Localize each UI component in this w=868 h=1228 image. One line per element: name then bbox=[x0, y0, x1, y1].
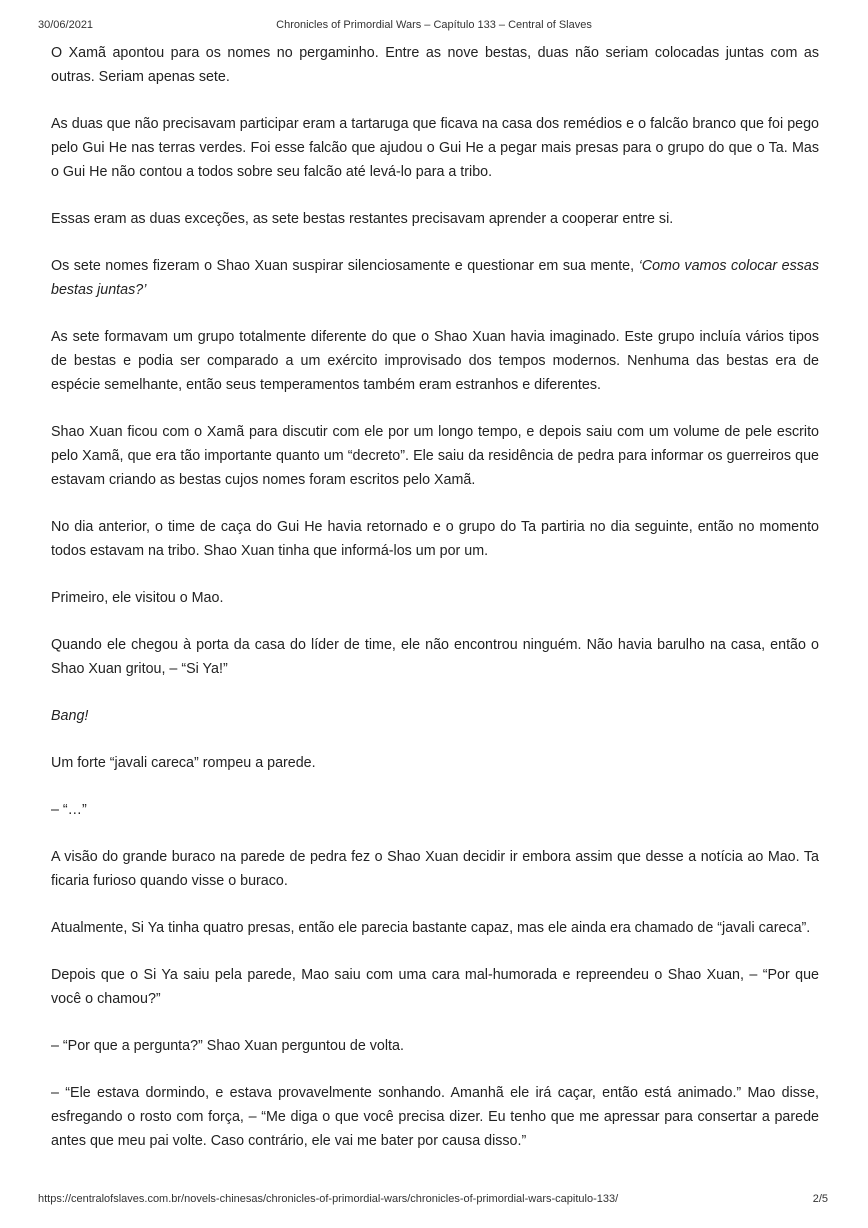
page-title: Chronicles of Primordial Wars – Capítulo 133 – Central of Slaves bbox=[276, 19, 592, 31]
paragraph bbox=[51, 704, 819, 728]
paragraph: – “…” bbox=[51, 802, 87, 818]
paragraph: Shao Xuan ficou com o Xamã para discutir com ele por um longo tempo, e depois saiu com um volume de pele escrito pelo Xamã, que era tão importante quanto um “decreto”. Ele saiu da residência de pedra para informar os guerreiros que estavam criando as bestas cujos nomes foram escritos pelo Xamã. bbox=[51, 424, 819, 488]
page-number: 2/5 bbox=[812, 1193, 828, 1205]
paragraph: Um forte “javali careca” rompeu a parede. bbox=[51, 755, 316, 771]
paragraph: O Xamã apontou para os nomes no pergaminho. Entre as nove bestas, duas não seriam colocadas juntas com as outras. Seriam apenas sete. bbox=[51, 45, 819, 85]
paragraph: No dia anterior, o time de caça do Gui He havia retornado e o grupo do Ta partiria no dia seguinte, então no momento todos estavam na tribo. Shao Xuan tinha que informá-los um por um. bbox=[51, 519, 819, 559]
print-footer bbox=[38, 1193, 830, 1209]
inner-thought: ‘Como vamos colocar essas bestas juntas?’ bbox=[51, 258, 819, 298]
paragraph: – “Ele estava dormindo, e estava provavelmente sonhando. Amanhã ele irá caçar, então está animado.” Mao disse, esfregando o rosto com força, – “Me diga o que você precisa dizer. Eu tenho que me apressar para consertar a parede antes que meu pai volte. Caso contrário, ele vai me bater por causa disso.” bbox=[51, 1085, 819, 1149]
print-header bbox=[38, 19, 830, 35]
paragraph: Essas eram as duas exceções, as sete bestas restantes precisavam aprender a cooperar entre si. bbox=[51, 211, 674, 227]
paragraph: Atualmente, Si Ya tinha quatro presas, então ele parecia bastante capaz, mas ele ainda era chamado de “javali careca”. bbox=[51, 920, 811, 936]
paragraph: Os sete nomes fizeram o Shao Xuan suspirar silenciosamente e questionar em sua mente, ‘Como vamos colocar essas bestas juntas?’ bbox=[51, 258, 819, 298]
paragraph: Primeiro, ele visitou o Mao. bbox=[51, 590, 224, 606]
paragraph: Quando ele chegou à porta da casa do líder de time, ele não encontrou ninguém. Não havia barulho na casa, então o Shao Xuan gritou, – “Si Ya!” bbox=[51, 637, 819, 677]
paragraph: As sete formavam um grupo totalmente diferente do que o Shao Xuan havia imaginado. Este grupo incluía vários tipos de bestas e podia ser comparado a um exército improvisado dos tempos modernos. Nenhuma das bestas era de espécie semelhante, então seus temperamentos também eram estranhos e diferentes. bbox=[51, 329, 819, 393]
paragraph: Depois que o Si Ya saiu pela parede, Mao saiu com uma cara mal-humorada e repreendeu o Shao Xuan, – “Por que você o chamou?” bbox=[51, 967, 819, 1007]
page-url: https://centralofslaves.com.br/novels-chinesas/chronicles-of-primordial-wars/chronicles-of-primordial-wars-capitulo-133/ bbox=[38, 1193, 619, 1205]
paragraph: – “Por que a pergunta?” Shao Xuan perguntou de volta. bbox=[51, 1038, 404, 1054]
print-date: 30/06/2021 bbox=[38, 19, 94, 31]
paragraph: A visão do grande buraco na parede de pedra fez o Shao Xuan decidir ir embora assim que desse a notícia ao Mao. Ta ficaria furioso quando visse o buraco. bbox=[51, 849, 819, 889]
sound-effect: Bang! bbox=[51, 708, 89, 724]
chapter-body bbox=[51, 41, 819, 1176]
paragraph: As duas que não precisavam participar eram a tartaruga que ficava na casa dos remédios e o falcão branco que foi pego pelo Gui He nas terras verdes. Foi esse falcão que ajudou o Gui He a pegar mais presas para o grupo do que o Ta. Mas o Gui He não contou a todos sobre seu falcão até levá-lo para a tribo. bbox=[51, 116, 819, 180]
